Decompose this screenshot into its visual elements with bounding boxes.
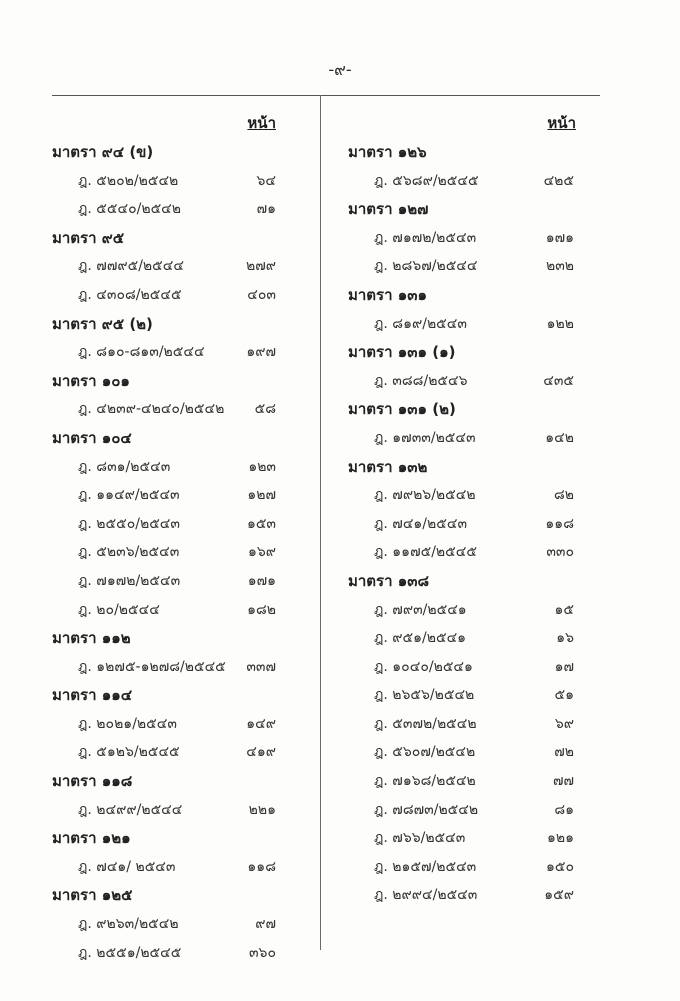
case-reference: ฎ. ๗๑๗๒/๒๕๔๓ — [374, 229, 477, 246]
section-heading: มาตรา ๑๑๒ — [52, 629, 131, 648]
page-reference: ๑๔๙ — [246, 715, 276, 732]
case-reference: ฎ. ๔๒๓๙-๔๒๔๐/๒๕๔๒ — [78, 401, 225, 418]
case-entry — [52, 395, 282, 424]
case-entry — [348, 738, 582, 767]
case-reference: ฎ. ๘๑๐-๘๑๓/๒๕๔๔ — [78, 344, 205, 361]
case-reference: ฎ. ๙๒๖๓/๒๕๔๒ — [78, 916, 179, 933]
page-reference: ๑๒๑ — [546, 830, 574, 847]
page-reference: ๗๑ — [256, 201, 276, 218]
case-entry — [52, 796, 282, 825]
case-entry — [52, 710, 282, 739]
case-reference: ฎ. ๕๕๔๐/๒๕๔๒ — [78, 201, 181, 218]
case-entry — [348, 167, 582, 196]
case-entry — [348, 310, 582, 339]
page-reference: ๑๒๗ — [247, 487, 276, 504]
page-reference: ๔๐๓ — [247, 286, 276, 303]
page-reference: ๒๓๒ — [545, 258, 574, 275]
case-reference: ฎ. ๑๗๓๓/๒๕๔๓ — [374, 429, 476, 446]
case-reference: ฎ. ๒๔๙๙/๒๕๔๔ — [78, 801, 183, 818]
case-entry — [52, 338, 282, 367]
case-reference: ฎ. ๒๕๕๑/๒๕๔๕ — [78, 944, 182, 961]
section-heading: มาตรา ๑๓๑ (๒) — [348, 400, 456, 419]
case-entry — [348, 367, 582, 396]
page-reference: ๑๔๒ — [545, 429, 574, 446]
page-reference: ๖๔ — [256, 172, 276, 189]
section-heading: มาตรา ๑๓๒ — [348, 457, 428, 476]
case-reference: ฎ. ๕๒๐๒/๒๕๔๒ — [78, 172, 179, 189]
case-entry — [348, 796, 582, 825]
page-reference: ๑๗๑ — [545, 229, 574, 246]
case-entry — [348, 510, 582, 539]
case-entry — [348, 767, 582, 796]
section-heading: มาตรา ๑๒๑ — [52, 829, 131, 848]
page-reference: ๓๓๐ — [546, 544, 574, 561]
case-entry — [348, 710, 582, 739]
case-reference: ฎ. ๑๑๗๕/๒๕๔๕ — [374, 544, 477, 561]
index-column-right — [348, 108, 582, 910]
page-reference: ๑๖๙ — [247, 544, 276, 561]
page-reference: ๑๕๓ — [246, 515, 276, 532]
page-reference: ๑๕๐ — [545, 858, 574, 875]
page-reference: ๓๓๗ — [246, 658, 276, 675]
case-reference: ฎ. ๒๐/๒๕๔๔ — [78, 601, 160, 618]
case-reference: ฎ. ๗๙๓/๒๕๔๑ — [374, 601, 467, 618]
page-reference: ๔๑๙ — [246, 744, 276, 761]
case-entry — [52, 481, 282, 510]
page-number: -๙- — [328, 60, 352, 79]
section-heading: มาตรา ๙๕ (๒) — [52, 314, 153, 333]
index-column-left — [52, 108, 282, 967]
page-reference: ๑๙๗ — [246, 344, 276, 361]
case-entry — [52, 167, 282, 196]
case-reference: ฎ. ๘๓๑/๒๕๔๓ — [78, 458, 171, 475]
page-reference: ๑๑๘ — [247, 858, 276, 875]
page-reference: ๘๑ — [554, 801, 574, 818]
section-heading: มาตรา ๙๕ — [52, 228, 125, 247]
case-entry — [52, 853, 282, 882]
case-entry — [52, 538, 282, 567]
case-entry — [52, 453, 282, 482]
case-reference: ฎ. ๕๖๐๗/๒๕๔๒ — [374, 744, 476, 761]
page-reference: ๑๒๒ — [546, 315, 574, 332]
case-reference: ฎ. ๕๓๗๒/๒๕๔๒ — [374, 715, 477, 732]
case-entry — [348, 424, 582, 453]
page-column-header: หน้า — [547, 114, 576, 132]
header-divider — [52, 95, 600, 96]
case-entry — [348, 596, 582, 625]
case-entry — [52, 252, 282, 281]
case-entry — [52, 653, 282, 682]
case-entry — [52, 939, 282, 968]
page-reference: ๑๕๙ — [544, 887, 574, 904]
case-entry — [348, 881, 582, 910]
page-reference: ๘๒ — [553, 487, 574, 504]
case-entry — [348, 653, 582, 682]
section-heading: มาตรา ๑๓๑ (๑) — [348, 343, 456, 362]
case-entry — [348, 681, 582, 710]
case-reference: ฎ. ๗๔๑/ ๒๕๔๓ — [78, 858, 176, 875]
page-reference: ๑๗ — [554, 658, 574, 675]
case-reference: ฎ. ๗๑๖๘/๒๕๔๒ — [374, 773, 476, 790]
case-reference: ฎ. ๒๖๕๖/๒๕๔๒ — [374, 687, 475, 704]
page-reference: ๒๒๑ — [248, 801, 276, 818]
entry-list — [52, 138, 282, 967]
case-reference: ฎ. ๗๖๖/๒๕๔๓ — [374, 830, 466, 847]
page-reference: ๖๙ — [554, 715, 574, 732]
page-reference: ๕๑ — [554, 687, 574, 704]
case-reference: ฎ. ๔๓๐๘/๒๕๔๕ — [78, 286, 182, 303]
case-reference: ฎ. ๙๕๑/๒๕๔๑ — [374, 630, 467, 647]
page-reference: ๓๖๐ — [248, 944, 276, 961]
case-reference: ฎ. ๗๔๑/๒๕๔๓ — [374, 515, 468, 532]
case-reference: ฎ. ๓๘๘/๒๕๔๖ — [374, 372, 468, 389]
case-reference: ฎ. ๑๒๗๕-๑๒๗๘/๒๕๔๕ — [78, 658, 226, 675]
case-reference: ฎ. ๕๖๘๙/๒๕๔๕ — [374, 172, 479, 189]
page-reference: ๕๘ — [254, 401, 276, 418]
section-heading: มาตรา ๑๑๔ — [52, 686, 133, 705]
section-heading: มาตรา ๑๑๘ — [52, 772, 133, 791]
section-heading: มาตรา ๑๒๕ — [52, 886, 133, 905]
page-reference: ๒๗๙ — [245, 258, 276, 275]
case-reference: ฎ. ๗๙๒๖/๒๕๔๒ — [374, 487, 476, 504]
section-heading: มาตรา ๑๐๔ — [52, 428, 132, 447]
case-reference: ฎ. ๒๙๙๔/๒๕๔๓ — [374, 887, 478, 904]
page-reference: ๑๒๓ — [248, 458, 276, 475]
page-reference: ๑๑๘ — [545, 515, 574, 532]
case-reference: ฎ. ๗๗๙๕/๒๕๔๔ — [78, 258, 184, 275]
entry-list — [348, 138, 582, 910]
page-reference: ๑๗๑ — [247, 572, 276, 589]
page-reference: ๗๒ — [554, 744, 574, 761]
page-reference: ๑๖ — [556, 630, 574, 647]
case-reference: ฎ. ๕๒๓๖/๒๕๔๓ — [78, 544, 180, 561]
case-reference: ฎ. ๑๐๔๐/๒๕๔๑ — [374, 658, 473, 675]
case-entry — [348, 481, 582, 510]
case-entry — [52, 910, 282, 939]
case-reference: ฎ. ๑๑๔๙/๒๕๔๓ — [78, 487, 180, 504]
section-heading: มาตรา ๑๒๖ — [348, 143, 427, 161]
page-reference: ๗๗ — [552, 773, 574, 790]
case-reference: ฎ. ๒๐๒๑/๒๕๔๓ — [78, 715, 177, 732]
section-heading: มาตรา ๑๓๘ — [348, 571, 430, 590]
case-entry — [348, 252, 582, 281]
case-entry — [52, 596, 282, 625]
case-entry — [348, 853, 582, 882]
case-entry — [52, 567, 282, 596]
case-reference: ฎ. ๗๘๗๓/๒๕๔๒ — [374, 801, 479, 818]
case-entry — [52, 281, 282, 310]
case-entry — [348, 624, 582, 653]
section-heading: มาตรา ๑๒๗ — [348, 200, 429, 219]
page-reference: ๑๕ — [554, 601, 574, 618]
case-entry — [52, 195, 282, 224]
page-reference: ๙๗ — [255, 916, 276, 933]
section-heading: มาตรา ๑๓๑ — [348, 285, 428, 304]
page-column-header: หน้า — [247, 114, 276, 132]
page-reference: ๔๒๕ — [543, 172, 574, 189]
case-entry — [348, 538, 582, 567]
case-entry — [52, 738, 282, 767]
case-reference: ฎ. ๕๑๒๖/๒๕๔๕ — [78, 744, 180, 761]
case-reference: ฎ. ๘๑๙/๒๕๔๓ — [374, 315, 467, 332]
case-reference: ฎ. ๒๘๖๗/๒๕๔๔ — [374, 258, 478, 275]
page-reference: ๑๘๒ — [247, 601, 276, 618]
case-reference: ฎ. ๒๕๕๐/๒๕๔๓ — [78, 515, 180, 532]
case-entry — [348, 824, 582, 853]
case-reference: ฎ. ๗๑๗๒/๒๕๔๓ — [78, 572, 181, 589]
column-divider — [320, 95, 321, 950]
case-entry — [52, 510, 282, 539]
case-entry — [348, 224, 582, 253]
case-reference: ฎ. ๒๑๕๗/๒๕๔๓ — [374, 858, 477, 875]
section-heading: มาตรา ๑๐๑ — [52, 371, 130, 390]
page-reference: ๔๓๕ — [543, 372, 574, 389]
section-heading: มาตรา ๙๔ (ข) — [52, 143, 154, 161]
